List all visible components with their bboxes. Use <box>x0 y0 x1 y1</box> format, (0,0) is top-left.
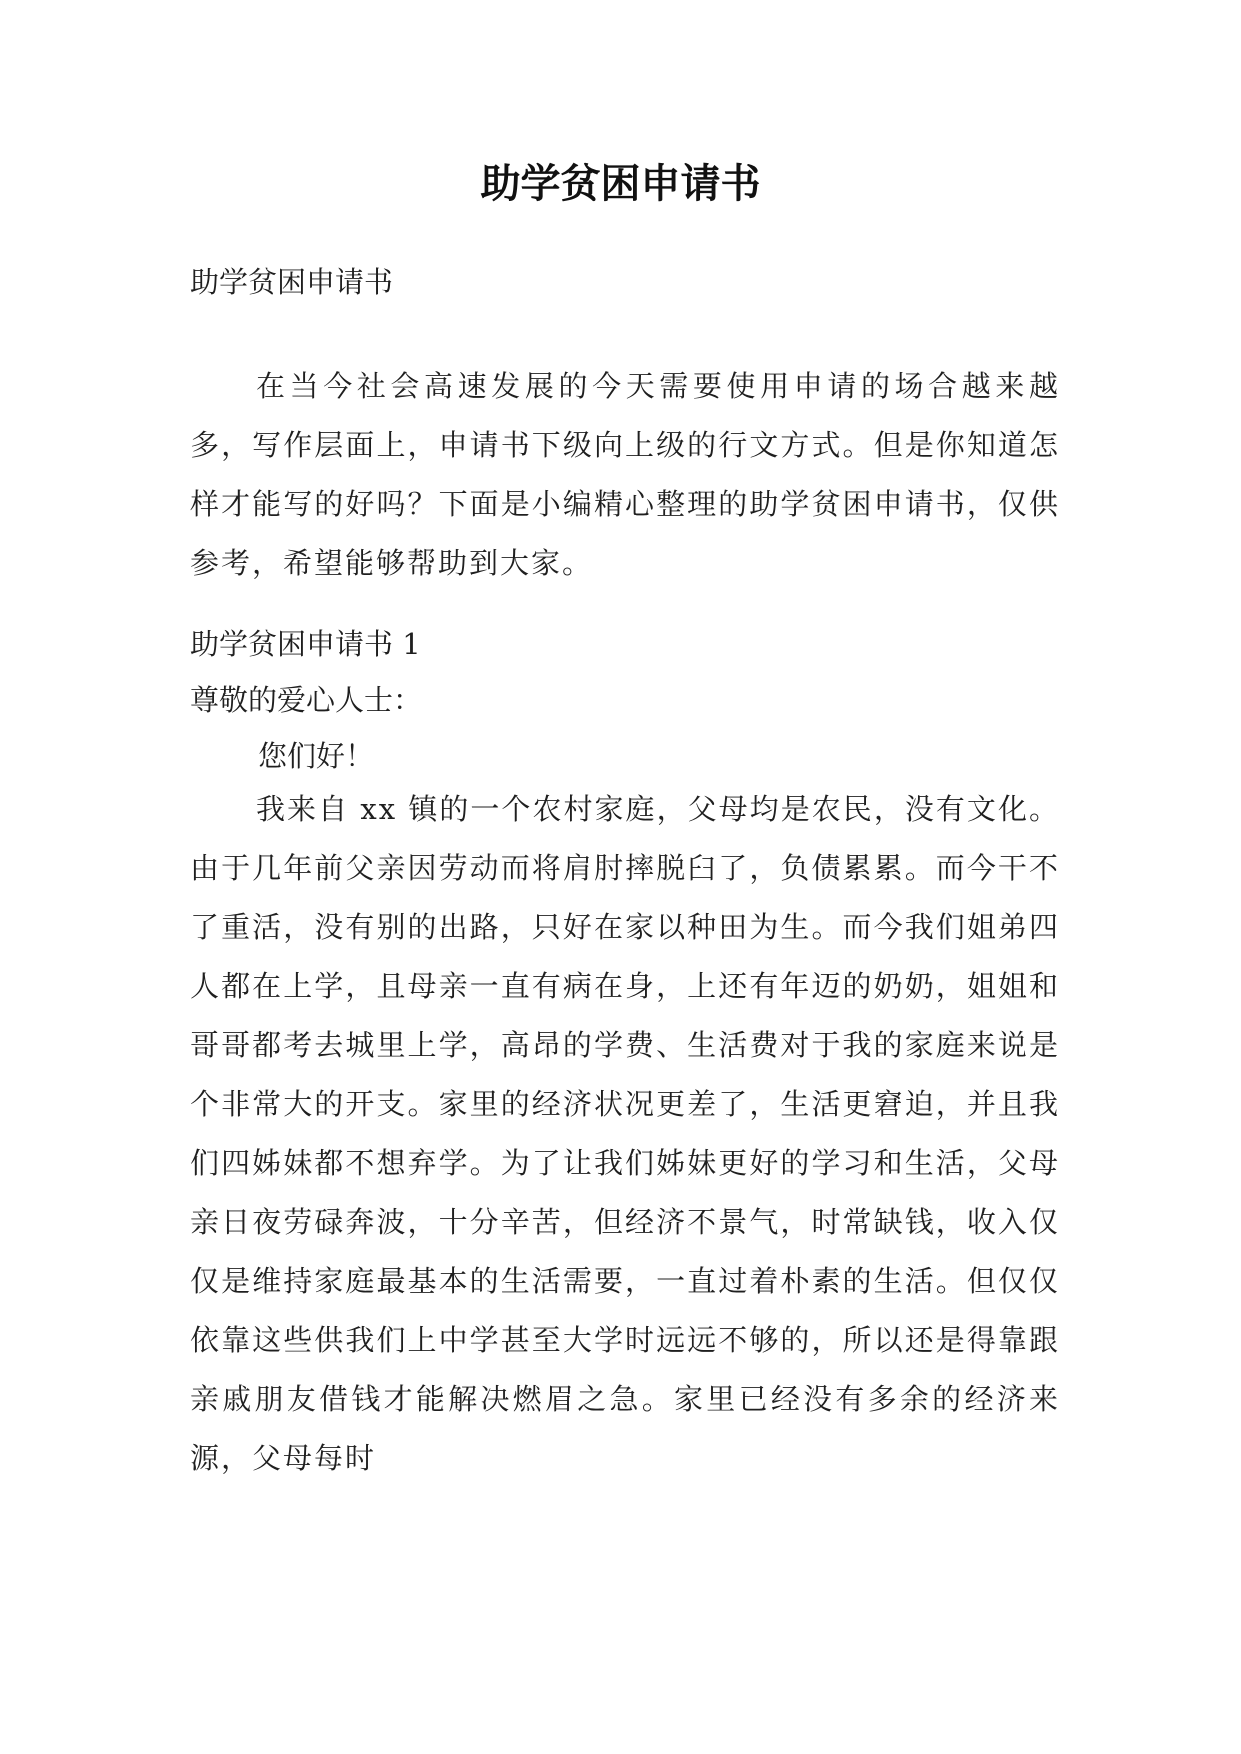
intro-paragraph: 在当今社会高速发展的今天需要使用申请的场合越来越多，写作层面上，申请书下级向上级的行文方式。但是你知道怎样才能写的好吗？下面是小编精心整理的助学贫困申请书，仅供参考，希望能够帮助到大家。 <box>190 369 1060 580</box>
greeting: 您们好！ <box>258 739 375 773</box>
salutation: 尊敬的爱心人士： <box>190 683 423 717</box>
document-subtitle: 助学贫困申请书 <box>190 265 394 299</box>
body-paragraph: 我来自 xx 镇的一个农村家庭，父母均是农民，没有文化。由于几年前父亲因劳动而将肩肘摔脱臼了，负债累累。而今干不了重活，没有别的出路，只好在家以种田为生。而今我们姐弟四人都在上学，且母亲一直有病在身，上还有年迈的奶奶，姐姐和哥哥都考去城里上学，高昂的学费、生活费对于我的家庭来说是个非常大的开支。家里的经济状况更差了，生活更窘迫，并且我们四姊妹都不想弃学。为了让我们姊妹更好的学习和生活，父母亲日夜劳碌奔波，十分辛苦，但经济不景气，时常缺钱，收入仅仅是维持家庭最基本的生活需要，一直过着朴素的生活。但仅仅依靠这些供我们上中学甚至大学时远远不够的，所以还是得靠跟亲戚朋友借钱才能解决燃眉之急。家里已经没有多余的经济来源，父母每时 <box>190 792 1060 1475</box>
section-heading: 助学贫困申请书 1 <box>190 627 421 661</box>
document-title: 助学贫困申请书 <box>480 161 761 207</box>
